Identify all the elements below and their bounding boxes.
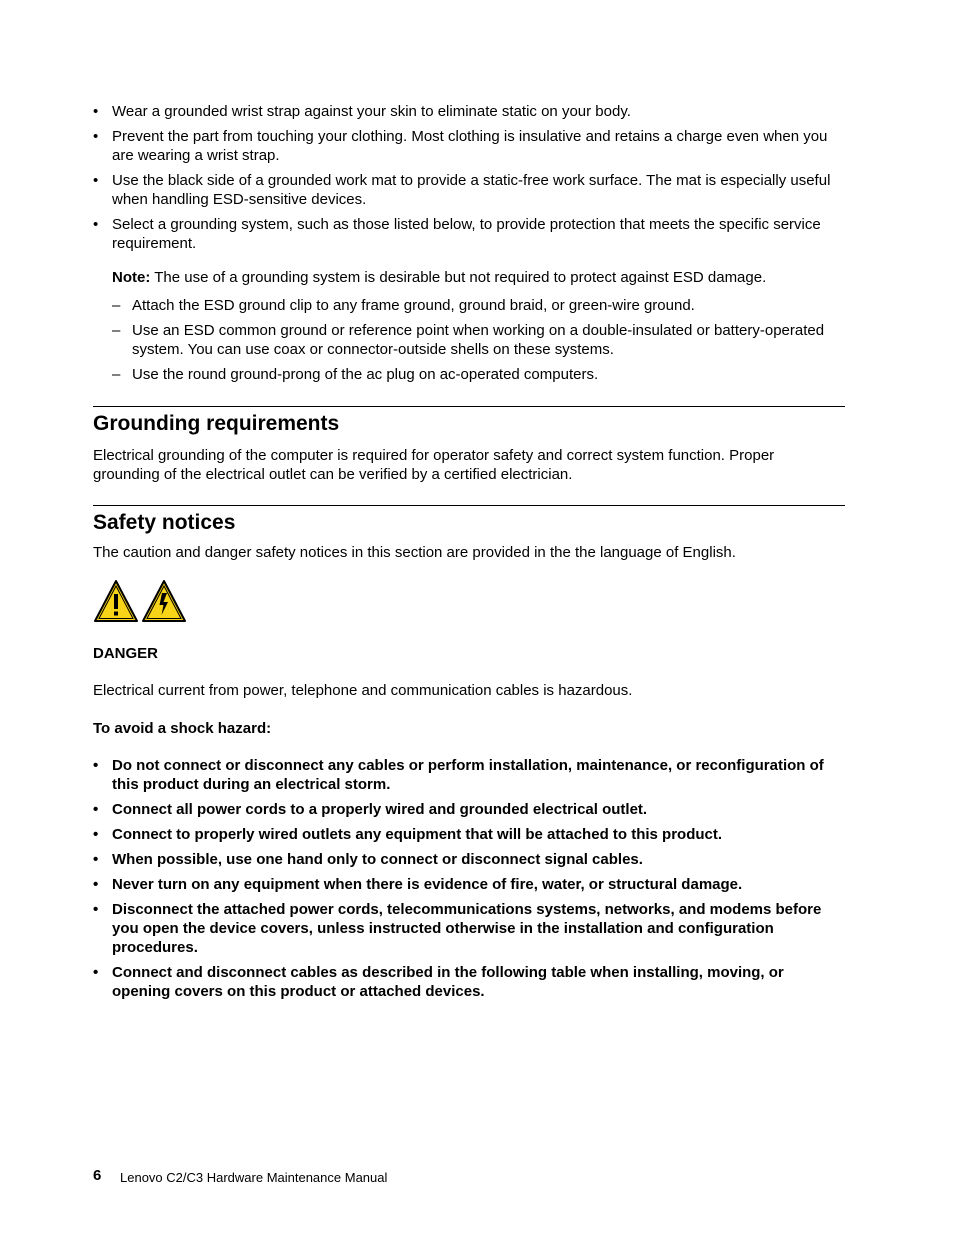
list-item: – Use the round ground-prong of the ac plug on ac-operated computers. xyxy=(112,366,599,383)
document-title: Lenovo C2/C3 Hardware Maintenance Manual xyxy=(120,1170,388,1185)
bullet: • xyxy=(93,876,99,893)
note-label: Note: xyxy=(112,269,151,286)
list-item: • Use the black side of a grounded work mat to provide a static-free work surface. The mat is especially useful when handling ESD-sensitive devices. xyxy=(93,172,831,208)
electrical-hazard-icon xyxy=(143,581,185,621)
danger-statement: Electrical current from power, telephone and communication cables is hazardous. xyxy=(93,682,633,699)
section-heading-safety: Safety notices xyxy=(93,511,236,534)
bullet: • xyxy=(93,851,99,868)
dash: – xyxy=(112,366,121,383)
dash: – xyxy=(112,297,121,314)
bullet: • xyxy=(93,964,99,981)
list-item: • Prevent the part from touching your clothing. Most clothing is insulative and retains a charge even when you are wearing a wrist strap. xyxy=(93,128,828,164)
note xyxy=(112,268,845,287)
bullet: • xyxy=(93,901,99,918)
esd-precautions-list xyxy=(93,102,845,259)
list-item: – Use an ESD common ground or reference point when working on a double-insulated or battery-operated system. You can use coax or connector-outside shells on these systems. xyxy=(112,322,825,358)
bullet: • xyxy=(93,103,99,120)
section-divider xyxy=(93,406,845,407)
bullet: • xyxy=(93,801,99,818)
bullet: • xyxy=(93,128,99,145)
list-item: • Wear a grounded wrist strap against your skin to eliminate static on your body. xyxy=(93,103,631,120)
danger-list xyxy=(93,756,845,1007)
danger-label: DANGER xyxy=(93,645,159,662)
list-item: • Connect and disconnect cables as described in the following table when installing, moving, or opening covers on this product or attached devices. xyxy=(93,964,784,1000)
list-item: • Do not connect or disconnect any cables or perform installation, maintenance, or reconfiguration of this product during an electrical storm. xyxy=(93,757,824,793)
exclamation-warning-icon xyxy=(95,581,137,621)
bullet: • xyxy=(93,757,99,774)
safety-intro: The caution and danger safety notices in this section are provided in the the language of English. xyxy=(93,544,736,561)
list-item: • Select a grounding system, such as those listed below, to provide protection that meets the specific service requirement. xyxy=(93,216,821,252)
grounding-methods-list xyxy=(112,296,845,390)
list-item: • When possible, use one hand only to connect or disconnect signal cables. xyxy=(93,851,643,868)
danger-subheading: To avoid a shock hazard: xyxy=(93,720,272,737)
list-item: • Connect all power cords to a properly wired and grounded electrical outlet. xyxy=(93,801,648,818)
bullet: • xyxy=(93,826,99,843)
dash: – xyxy=(112,322,121,339)
list-item: – Attach the ESD ground clip to any frame ground, ground braid, or green-wire ground. xyxy=(112,297,695,314)
bullet: • xyxy=(93,216,99,233)
list-item: • Disconnect the attached power cords, telecommunications systems, networks, and modems before you open the device covers, unless instructed otherwise in the installation and configuration procedures. xyxy=(93,901,822,956)
bullet: • xyxy=(93,172,99,189)
note-text: The use of a grounding system is desirable but not required to protect against ESD damage. xyxy=(154,269,767,286)
grounding-paragraph: Electrical grounding of the computer is required for operator safety and correct system function. Proper grounding of the electrical outlet can be verified by a certified electrician. xyxy=(93,447,775,483)
section-heading-grounding: Grounding requirements xyxy=(93,412,340,435)
section-divider xyxy=(93,505,845,506)
list-item: • Never turn on any equipment when there is evidence of fire, water, or structural damage. xyxy=(93,876,743,893)
page-number: 6 xyxy=(93,1167,102,1184)
list-item: • Connect to properly wired outlets any equipment that will be attached to this product. xyxy=(93,826,723,843)
warning-icons xyxy=(93,579,188,623)
